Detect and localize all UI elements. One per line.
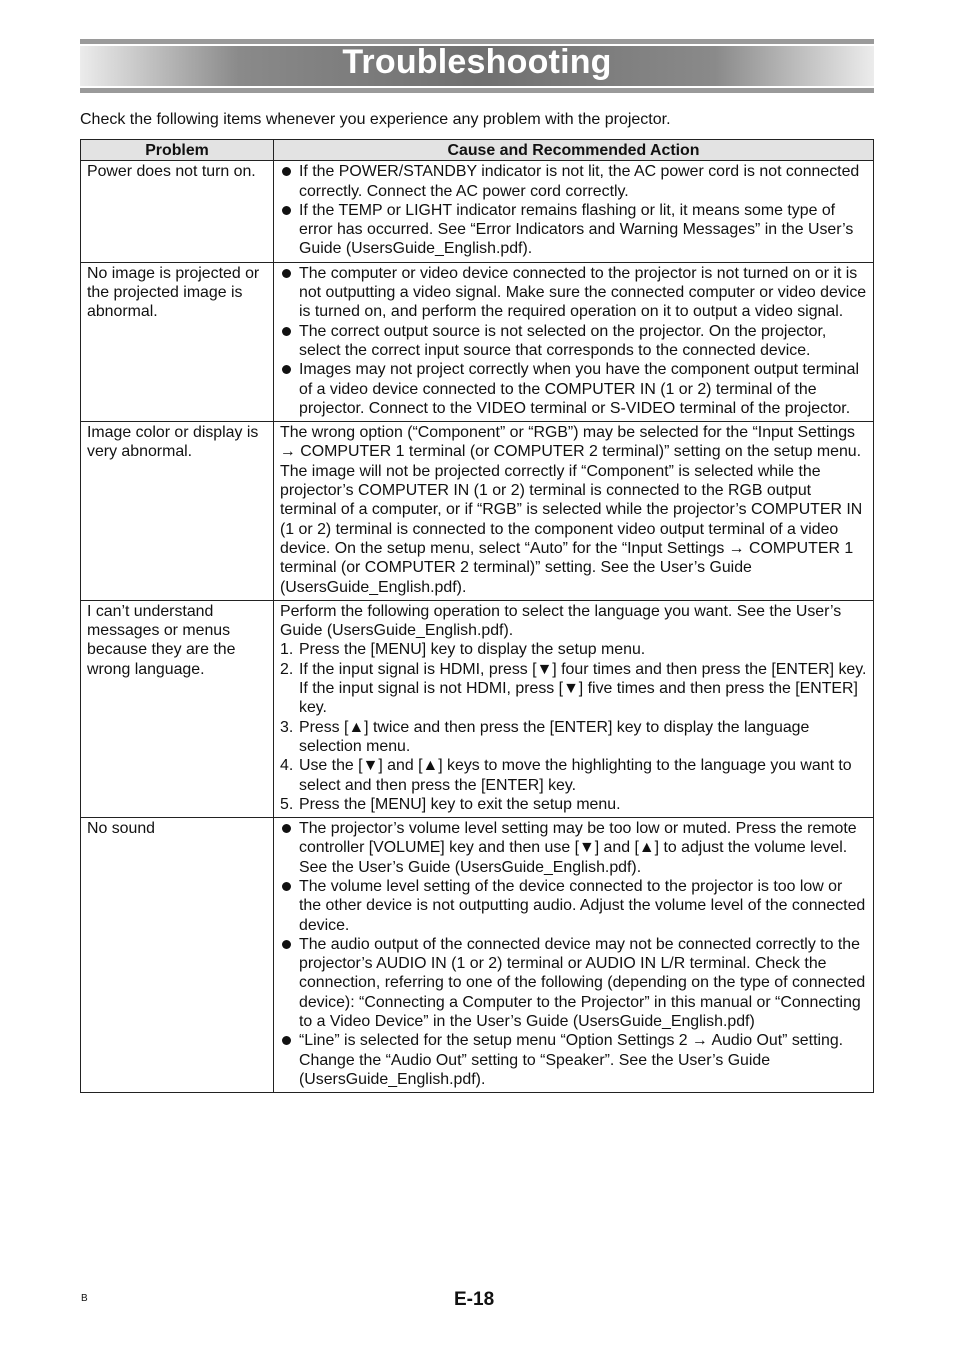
table-row: [81, 161, 874, 262]
action-cell: [274, 262, 874, 421]
bullet-item: The audio output of the connected device may not be connected correctly to the projector’s AUDIO IN (1 or 2) terminal or AUDIO IN L/R terminal. Check the connection, referring to one of the following (depending on the type of connected device): “Connecting a Computer to the Projector” in this manual or “Connecting to a Video Device” in the User’s Guide (UsersGuide_English.pdf): [280, 935, 867, 1031]
bullet-item: Images may not project correctly when you have the component output terminal of a video device connected to the COMPUTER IN (1 or 2) terminal of the projector. Connect to the VIDEO terminal or S-VIDEO terminal of the projector.: [280, 360, 867, 418]
action-cell: [274, 818, 874, 1093]
action-cell: [274, 161, 874, 262]
table-row: [81, 600, 874, 817]
bullet-item: If the TEMP or LIGHT indicator remains flashing or lit, it means some type of error has occurred. See “Error Indicators and Warning Messages” in the User’s Guide (UsersGuide_English.pdf).: [280, 201, 867, 259]
problem-cell: No image is projected or the projected image is abnormal.: [81, 262, 274, 421]
page-title: Troubleshooting: [342, 43, 612, 81]
bullet-item: The correct output source is not selected on the projector. On the projector, select the correct input source that corresponds to the connected device.: [280, 322, 867, 361]
bullet-list: [280, 264, 867, 418]
step-text: Use the [▼] and [▲] keys to move the highlighting to the language you want to select and then press the [ENTER] key.: [299, 757, 852, 794]
step-number: 1.: [280, 641, 294, 659]
bullet-item: If the POWER/STANDBY indicator is not lit, the AC power cord is not connected correctly. Connect the AC power cord correctly.: [280, 162, 867, 201]
bullet-item: “Line” is selected for the setup menu “Option Settings 2 → Audio Out” setting. Change the “Audio Out” setting to “Speaker”. See the User’s Guide (UsersGuide_English.pdf).: [280, 1031, 867, 1089]
step-text: Press the [MENU] key to exit the setup menu.: [299, 795, 621, 813]
step-text: If the input signal is HDMI, press [▼] four times and then press the [ENTER] key. If the input signal is not HDMI, press [▼] five times and then press the [ENTER] key.: [299, 660, 867, 717]
title-rule-bottom: [80, 88, 874, 93]
step-item: [280, 756, 867, 795]
bullet-item: The computer or video device connected to the projector is not turned on or it is not outputting a video signal. Make sure the connected computer or video device is turned on, and perform the required operation on it to output a video signal.: [280, 264, 867, 322]
table-header-row: [81, 140, 874, 161]
troubleshooting-table: [80, 139, 874, 1093]
table-row: [81, 818, 874, 1093]
bullet-item: The projector’s volume level setting may be too low or muted. Press the remote controller [VOLUME] key and then use [▼] and [▲] to adjust the volume level. See the User’s Guide (UsersGuide_English.pdf).: [280, 819, 867, 877]
step-item: [280, 718, 867, 757]
step-number: 3.: [280, 718, 294, 736]
header-cause-action: Cause and Recommended Action: [274, 140, 874, 161]
title-banner: [80, 39, 874, 93]
problem-cell: Image color or display is very abnormal.: [81, 422, 274, 601]
table-row: [81, 422, 874, 601]
bullet-list: [280, 819, 867, 1089]
bullet-item: The volume level setting of the device connected to the projector is too low or the other device is not outputting audio. Adjust the volume level of the connected device.: [280, 877, 867, 935]
step-item: [280, 640, 867, 659]
step-number: 2.: [280, 660, 294, 678]
action-intro: Perform the following operation to select the language you want. See the User’s Guide (UsersGuide_English.pdf).: [280, 602, 842, 640]
bullet-list: [280, 162, 867, 258]
step-text: Press the [MENU] key to display the setup menu.: [299, 641, 646, 659]
step-list: [280, 640, 867, 814]
table-row: [81, 262, 874, 421]
step-number: 4.: [280, 757, 294, 775]
intro-text: Check the following items whenever you experience any problem with the projector.: [80, 111, 671, 128]
action-cell: The wrong option (“Component” or “RGB”) may be selected for the “Input Settings → COMPUTER 1 terminal (or COMPUTER 2 terminal)” setting on the setup menu. The image will not be projected correctly if “Component” is selected while the projector’s COMPUTER IN (1 or 2) terminal is connected to the RGB output terminal of a computer, or if “RGB” is selected while the projector’s COMPUTER IN (1 or 2) terminal is connected to the component video output terminal of a video device. On the setup menu, select “Auto” for the “Input Settings → COMPUTER 1 terminal (or COMPUTER 2 terminal)” setting. See the User’s Guide (UsersGuide_English.pdf).: [274, 422, 874, 601]
footer-mark: B: [81, 1293, 88, 1304]
step-text: Press [▲] twice and then press the [ENTER] key to display the language selection menu.: [299, 718, 810, 755]
header-problem: Problem: [81, 140, 274, 161]
problem-cell: Power does not turn on.: [81, 161, 274, 262]
problem-cell: No sound: [81, 818, 274, 1093]
step-item: [280, 660, 867, 718]
step-number: 5.: [280, 795, 294, 813]
page-number: E-18: [454, 1289, 495, 1310]
step-item: [280, 795, 867, 814]
problem-cell: I can’t understand messages or menus because they are the wrong language.: [81, 600, 274, 817]
action-cell: [274, 600, 874, 817]
